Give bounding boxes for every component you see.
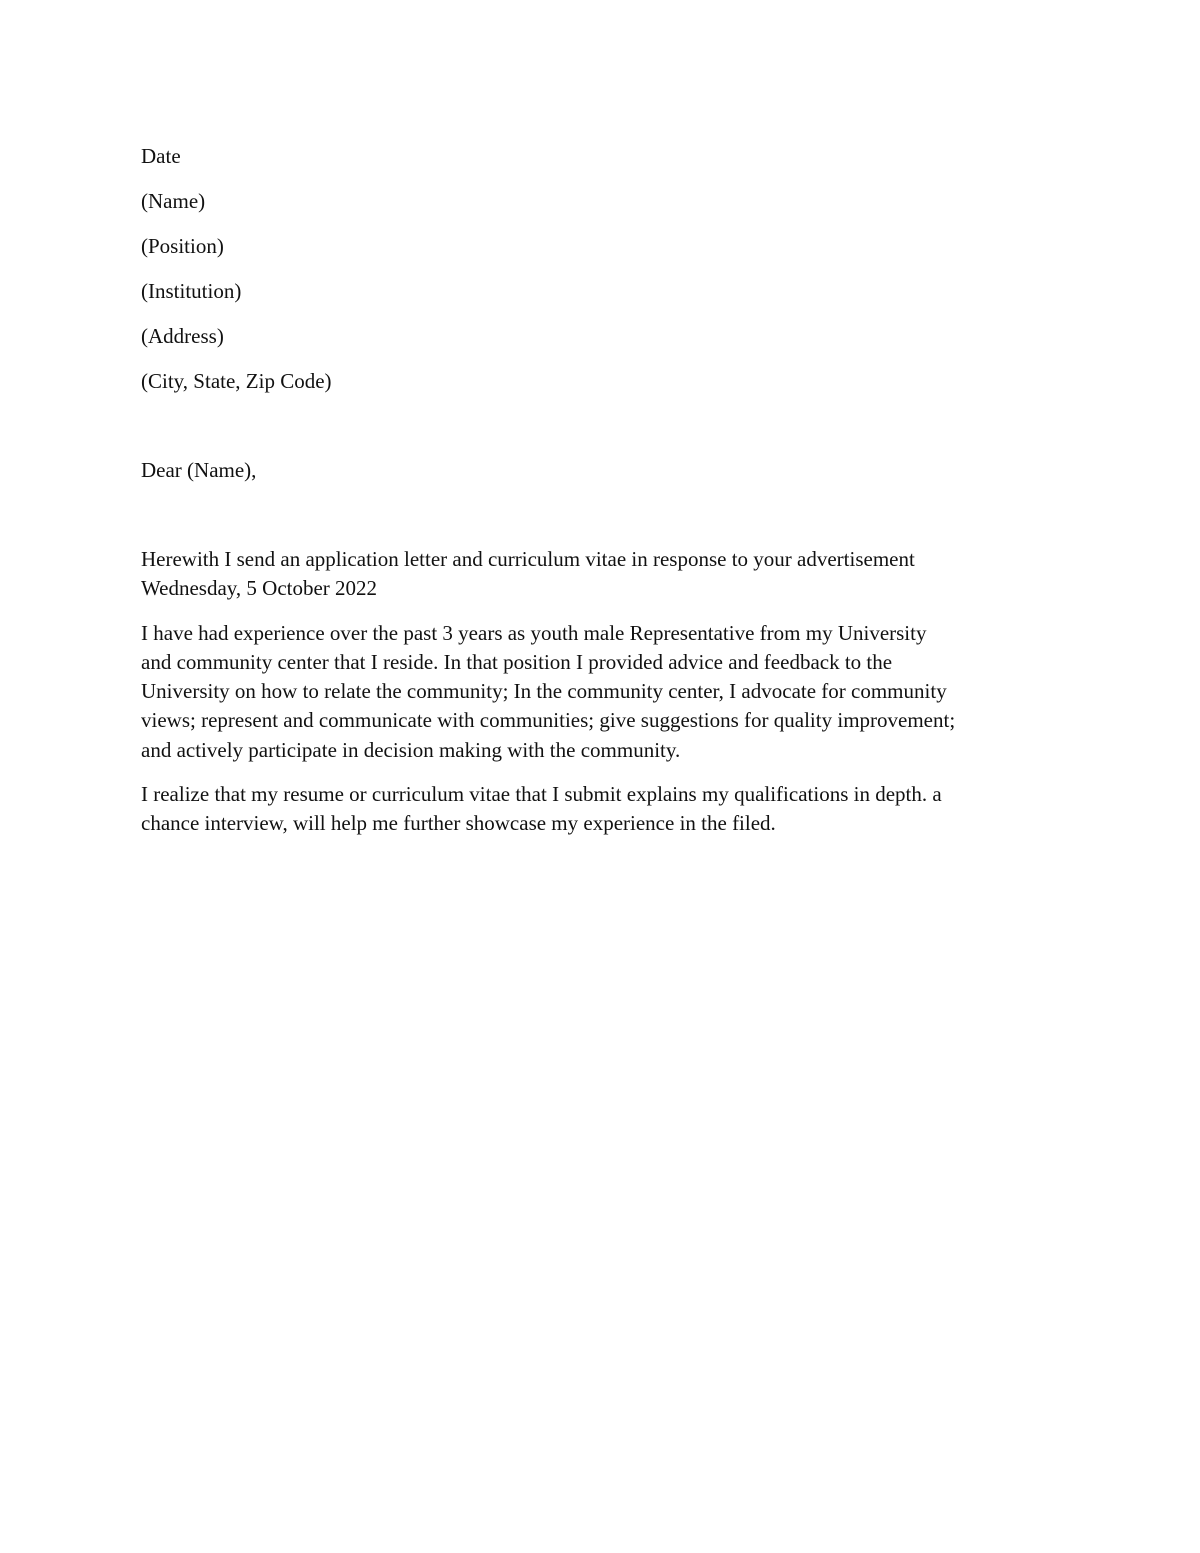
paragraph-line: and community center that I reside. In that position I provided advice and feedback to the bbox=[141, 649, 893, 674]
paragraph-line: Wednesday, 5 October 2022 bbox=[141, 576, 378, 601]
salutation: Dear (Name), bbox=[141, 458, 257, 482]
paragraph-experience bbox=[141, 619, 1061, 765]
paragraph-line: and actively participate in decision making with the community. bbox=[141, 737, 681, 762]
paragraph-closing bbox=[141, 780, 1061, 839]
recipient-address-line: (Address) bbox=[141, 324, 224, 348]
paragraph-line: University on how to relate the community; In the community center, I advocate for community bbox=[141, 679, 947, 704]
date-line: Date bbox=[141, 144, 181, 168]
paragraph-line: I realize that my resume or curriculum vitae that I submit explains my qualifications in depth. a bbox=[141, 782, 942, 807]
recipient-city-state-zip-line: (City, State, Zip Code) bbox=[141, 369, 332, 393]
paragraph-line: I have had experience over the past 3 years as youth male Representative from my University bbox=[141, 620, 927, 645]
paragraph-line: chance interview, will help me further showcase my experience in the filed. bbox=[141, 811, 776, 836]
paragraph-line: views; represent and communicate with communities; give suggestions for quality improvement; bbox=[141, 708, 956, 733]
paragraph-application bbox=[141, 545, 1061, 604]
recipient-name-line: (Name) bbox=[141, 189, 206, 213]
recipient-position-line: (Position) bbox=[141, 234, 224, 258]
recipient-address-block bbox=[141, 141, 1041, 411]
recipient-institution-line: (Institution) bbox=[141, 279, 242, 303]
letter-body bbox=[141, 545, 1061, 854]
paragraph-line: Herewith I send an application letter and curriculum vitae in response to your advertisement bbox=[141, 547, 915, 571]
